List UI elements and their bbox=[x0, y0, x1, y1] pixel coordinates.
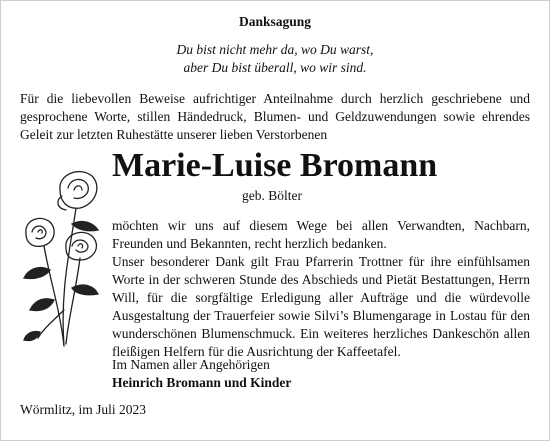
signatories: Heinrich Bromann und Kinder bbox=[112, 375, 292, 390]
verse-line-2: aber Du bist überall, wo wir sind. bbox=[183, 60, 367, 75]
place-date: Wörmlitz, im Juli 2023 bbox=[20, 402, 146, 417]
closing-line: Im Namen aller Angehörigen bbox=[112, 357, 270, 372]
notice-heading: Danksagung bbox=[238, 14, 312, 29]
intro-paragraph: Für die liebevollen Beweise aufrichtiger Anteilnahme durch herzlich geschriebene und gesprochene Worte, stillen Händedruck, Blumen- und Geldzuwendungen sowie ehrendes Geleit zur letzten Ruhestätte unserer lieben Verstorbenen bbox=[20, 91, 530, 142]
thanks-body bbox=[112, 217, 530, 361]
special-thanks-paragraph: Unser besonderer Dank gilt Frau Pfarrerin Trottner für ihre einfühlsamen Worte in der schweren Stunde des Abschieds und Pietät Bestattungen, Herrn Will, für die sorgfältige Erledigung aller Aufträge und die würdevolle Ausgestaltung der Trauerfeier sowie Silvi’s Blumengarage in Lostau für den wunderschönen Blumenschmuck. Ein weiteres herzliches Dankeschön allen fleißigen Helfern für die Ausrichtung der Kaffeetafel. bbox=[112, 254, 530, 359]
birth-name: geb. Bölter bbox=[242, 188, 302, 203]
deceased-name: Marie-Luise Bromann bbox=[112, 147, 438, 184]
verse bbox=[0, 41, 550, 77]
roses-icon bbox=[10, 160, 110, 350]
signature-block bbox=[112, 356, 530, 392]
thanks-paragraph: möchten wir uns auf diesem Wege bei allen Verwandten, Nachbarn, Freunden und Bekannten, recht herzlich bedanken. bbox=[112, 218, 530, 251]
verse-line-1: Du bist nicht mehr da, wo Du warst, bbox=[176, 42, 374, 57]
